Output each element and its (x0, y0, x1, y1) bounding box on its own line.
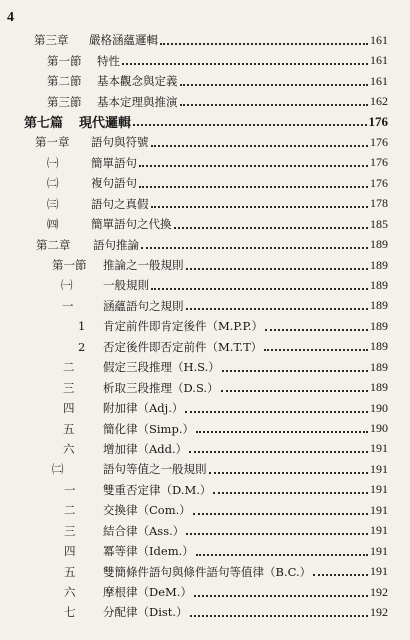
dot-leader (180, 103, 369, 106)
toc-entry (0, 275, 410, 295)
toc-entry (0, 480, 410, 500)
dot-leader (222, 369, 368, 372)
toc-entry-title: 涵蘊語句之規則 (103, 298, 184, 313)
toc-entry-page: 192 (370, 604, 388, 619)
toc-entry-title: 肯定前件即肯定後件（M.P.P.） (103, 319, 264, 334)
dot-leader (213, 491, 368, 494)
toc-entry (0, 337, 410, 357)
toc-entry (0, 153, 410, 173)
toc-entry-title: 摩根律（DeM.） (103, 585, 192, 600)
toc-entry-label: ㈡ (52, 462, 64, 477)
toc-entry (0, 112, 410, 132)
toc-entry-page: 191 (370, 564, 388, 579)
dot-leader (264, 348, 368, 351)
toc-entry-label: 五 (64, 564, 76, 579)
toc-entry-page: 191 (370, 523, 388, 538)
toc-entry-page: 189 (370, 237, 388, 252)
toc-entry-label: 第二節 (47, 74, 82, 89)
toc-entry (0, 194, 410, 214)
toc-entry-page: 189 (370, 277, 388, 292)
toc-entry-page: 161 (370, 53, 388, 68)
toc-entry-label: 四 (64, 544, 76, 559)
toc-entry-page: 189 (370, 359, 388, 374)
toc-entry-title: 簡化律（Simp.） (103, 421, 194, 436)
dot-leader (160, 42, 368, 45)
toc-entry-page: 189 (370, 298, 388, 313)
toc-entry-page: 162 (370, 94, 388, 109)
toc-entry-label: ㈣ (47, 217, 59, 232)
toc-entry-page: 191 (370, 543, 388, 558)
toc-entry-label: 六 (63, 441, 75, 456)
dot-leader (186, 307, 369, 310)
dot-leader (151, 144, 369, 147)
toc-entry-label: 一 (62, 298, 74, 313)
dot-leader (151, 205, 369, 208)
toc-entry-page: 178 (370, 196, 388, 211)
toc-entry (0, 255, 410, 275)
dot-leader (186, 267, 369, 270)
table-of-contents (0, 30, 410, 623)
toc-entry-page: 161 (370, 73, 388, 88)
toc-entry-label: 七 (64, 605, 76, 620)
toc-entry-label: 第三章 (34, 33, 69, 48)
toc-entry-page: 190 (370, 400, 388, 415)
toc-entry-label: 三 (63, 380, 75, 395)
dot-leader (313, 573, 368, 576)
dot-leader (189, 450, 368, 453)
toc-entry-label: 一 (64, 482, 76, 497)
toc-entry-page: 192 (370, 584, 388, 599)
toc-entry-title: 語句等值之一般規則 (103, 462, 207, 477)
toc-entry-page: 189 (370, 380, 388, 395)
toc-entry-title: 嚴格涵蘊邏輯 (89, 33, 158, 48)
toc-entry-label: 三 (64, 523, 76, 538)
toc-entry-label: ㈡ (47, 176, 59, 191)
dot-leader (221, 389, 368, 392)
toc-entry-title: 分配律（Dist.） (103, 605, 188, 620)
toc-entry-label: 2 (78, 339, 86, 354)
toc-entry (0, 50, 410, 70)
toc-entry-label: 1 (78, 319, 86, 334)
page-number: 4 (7, 10, 14, 25)
toc-entry-title: 複句語句 (91, 176, 137, 191)
toc-entry-title: 冪等律（Idem.） (103, 544, 194, 559)
toc-entry-page: 189 (370, 257, 388, 272)
dot-leader (174, 226, 369, 229)
toc-entry-title: 語句推論 (93, 237, 139, 252)
dot-leader (196, 430, 368, 433)
toc-entry (0, 214, 410, 234)
toc-entry (0, 30, 410, 50)
toc-entry-title: 假定三段推理（H.S.） (103, 360, 220, 375)
toc-entry-label: 第七篇 (24, 116, 64, 132)
toc-entry-page: 176 (368, 113, 388, 129)
dot-leader (151, 287, 368, 290)
dot-leader (185, 410, 368, 413)
toc-entry-title: 析取三段推理（D.S.） (103, 380, 219, 395)
dot-leader (186, 532, 368, 535)
toc-entry-title: 雙簡條件語句與條件語句等值律（B.C.） (103, 564, 312, 579)
toc-entry (0, 316, 410, 336)
toc-entry (0, 71, 410, 91)
toc-entry-label: 第三節 (47, 94, 82, 109)
toc-entry-title: 交換律（Com.） (103, 503, 191, 518)
toc-entry-page: 176 (370, 155, 388, 170)
dot-leader (196, 553, 368, 556)
toc-entry-title: 基本觀念與定義 (97, 74, 178, 89)
toc-entry (0, 459, 410, 479)
toc-entry-label: ㈠ (47, 155, 59, 170)
toc-entry (0, 418, 410, 438)
toc-entry (0, 234, 410, 254)
toc-entry (0, 398, 410, 418)
toc-entry-title: 簡單語句之代換 (91, 217, 172, 232)
toc-entry (0, 602, 410, 622)
toc-entry-title: 雙重否定律（D.M.） (103, 482, 212, 497)
toc-entry (0, 91, 410, 111)
dot-leader (141, 246, 368, 249)
dot-leader (139, 185, 368, 188)
toc-entry-label: 第一章 (35, 135, 70, 150)
toc-entry-label: 第二章 (36, 237, 71, 252)
dot-leader (190, 614, 368, 617)
toc-entry (0, 500, 410, 520)
toc-entry (0, 541, 410, 561)
toc-entry-label: 二 (63, 360, 75, 375)
toc-entry-page: 191 (370, 502, 388, 517)
toc-entry-page: 176 (370, 175, 388, 190)
toc-entry-page: 185 (370, 216, 388, 231)
toc-entry-page: 191 (370, 441, 388, 456)
toc-entry-label: ㈠ (61, 278, 73, 293)
toc-entry-title: 基本定理與推演 (97, 94, 178, 109)
dot-leader (265, 328, 368, 331)
toc-entry-title: 增加律（Add.） (103, 441, 188, 456)
toc-entry-title: 語句與符號 (91, 135, 149, 150)
toc-entry-title: 推論之一般規則 (103, 258, 184, 273)
dot-leader (180, 83, 369, 86)
toc-entry-label: 第一節 (52, 258, 87, 273)
toc-entry (0, 173, 410, 193)
toc-entry-title: 結合律（Ass.） (103, 523, 185, 538)
toc-entry (0, 561, 410, 581)
toc-entry-page: 161 (370, 32, 388, 47)
toc-entry-title: 一般規則 (103, 278, 149, 293)
toc-entry-title: 附加律（Adj.） (103, 401, 184, 416)
toc-entry (0, 296, 410, 316)
toc-entry (0, 521, 410, 541)
toc-entry-label: 四 (63, 401, 75, 416)
toc-entry (0, 377, 410, 397)
toc-entry-page: 189 (370, 318, 388, 333)
toc-entry (0, 439, 410, 459)
toc-entry-label: 五 (63, 421, 75, 436)
toc-entry-page: 190 (370, 421, 388, 436)
toc-entry-label: 六 (64, 585, 76, 600)
dot-leader (133, 123, 366, 126)
toc-entry (0, 132, 410, 152)
toc-entry-page: 191 (370, 461, 388, 476)
toc-entry-title: 否定後件即否定前件（M.T.T） (103, 339, 263, 354)
dot-leader (209, 471, 369, 474)
dot-leader (194, 594, 368, 597)
toc-entry (0, 357, 410, 377)
toc-entry-label: ㈢ (47, 196, 59, 211)
toc-entry (0, 582, 410, 602)
toc-entry-page: 189 (370, 339, 388, 354)
toc-entry-title: 特性 (97, 53, 120, 68)
dot-leader (139, 164, 368, 167)
dot-leader (193, 512, 368, 515)
toc-entry-title: 現代邏輯 (79, 116, 132, 132)
toc-entry-label: 第一節 (47, 53, 82, 68)
toc-entry-page: 191 (370, 482, 388, 497)
toc-entry-label: 二 (64, 503, 76, 518)
toc-entry-title: 簡單語句 (91, 155, 137, 170)
toc-entry-title: 語句之真假 (91, 196, 149, 211)
dot-leader (122, 62, 368, 65)
toc-entry-page: 176 (370, 134, 388, 149)
